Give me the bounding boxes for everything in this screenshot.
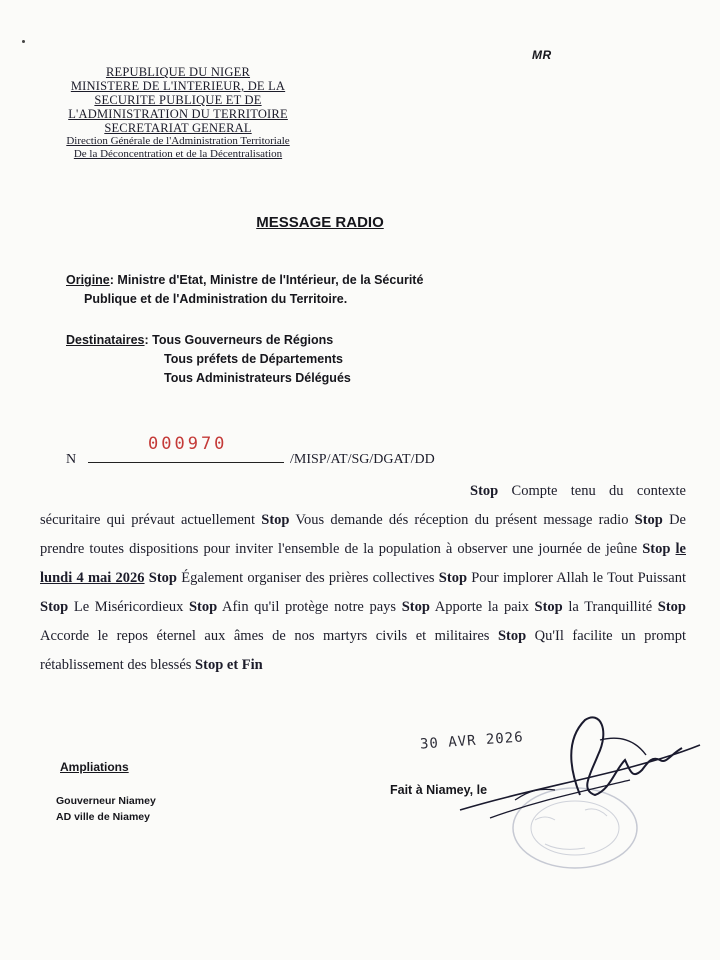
ampliation-item: Gouverneur Niamey [56,795,156,807]
body-text: Également organiser des prières collectives [176,570,439,586]
body-text: Vous demande dés réception du présent message radio [289,512,635,528]
message-body [40,477,686,680]
destinataires-block [66,331,496,388]
document-title: MESSAGE RADIO [256,214,384,231]
direction-line: Direction Générale de l'Administration Territoriale [66,135,290,147]
letterhead-line: REPUBLIQUE DU NIGER [105,65,251,79]
stop-word: Stop [261,512,290,528]
reference-blank [88,434,284,463]
reference-code: /MISP/AT/SG/DGAT/DD [290,452,435,467]
reference-line [66,434,686,468]
stop-word: Stop [634,512,663,528]
ampliations-label: Ampliations [60,760,129,774]
letterhead-line: SECRETARIAT GENERAL [104,121,252,135]
letterhead-line: SECURITE PUBLIQUE ET DE [94,93,262,107]
origine-text-cont: Publique et de l'Administration du Territoire. [84,292,348,306]
body-text: Accorde le repos éternel aux âmes de nos martyrs civils et militaires [40,628,498,644]
stop-word: Stop [534,599,563,615]
destinataire-item: : Tous Gouverneurs de Régions [144,333,334,347]
stop-word: Stop [438,570,468,586]
stop-word: Stop [497,628,527,644]
letterhead-line: MINISTERE DE L'INTERIEUR, DE LA [70,79,286,93]
stop-word: Stop [148,570,177,586]
scan-speck [22,40,25,43]
date-stamp: 30 AVR 2026 [419,729,525,753]
origine-label: Origine [66,273,110,287]
fast-date: le lundi 4 mai 2026 [40,541,686,586]
body-text: Apporte la paix [429,599,535,615]
reference-prefix: N [66,452,77,467]
signature-place-date: Fait à Niamey, le [390,783,488,797]
destinataire-item: Tous Administrateurs Délégués [164,371,351,385]
destinataires-label: Destinataires [66,333,145,347]
stop-word: Stop [188,599,218,615]
reference-number: 000970 [148,434,228,454]
body-text: Compte tenu du contexte sécuritaire qui prévaut actuellement [40,483,686,528]
closing-stop: Stop et Fin [195,657,263,673]
signature-icon [420,700,710,880]
body-text: Le Miséricordieux [68,599,189,615]
stop-word: Stop [470,483,499,499]
origine-text: : Ministre d'Etat, Ministre de l'Intérieur, de la Sécurité [109,273,424,287]
origine-block [66,271,496,309]
ampliation-item: AD ville de Niamey [56,811,150,823]
stop-word: Stop [657,599,686,615]
letterhead [30,65,326,161]
destinataire-item: Tous préfets de Départements [164,352,343,366]
direction-line: De la Déconcentration et de la Décentralisation [73,148,283,160]
document-mark: MR [532,48,552,62]
stop-word: Stop [642,541,671,557]
body-text: Qu'Il facilite un prompt rétablissement des blessés [40,628,687,673]
body-text: la Tranquillité [562,599,658,615]
body-text: Afin qu'il protège notre pays [217,599,402,615]
body-text: Pour implorer Allah le Tout Puissant [467,570,687,586]
ampliations-list [56,793,156,825]
stop-word: Stop [40,599,69,615]
letterhead-line: L'ADMINISTRATION DU TERRITOIRE [68,107,288,121]
body-text: De prendre toutes dispositions pour inviter l'ensemble de la population à observer une journée de jeûne [40,512,686,557]
stop-word: Stop [401,599,430,615]
